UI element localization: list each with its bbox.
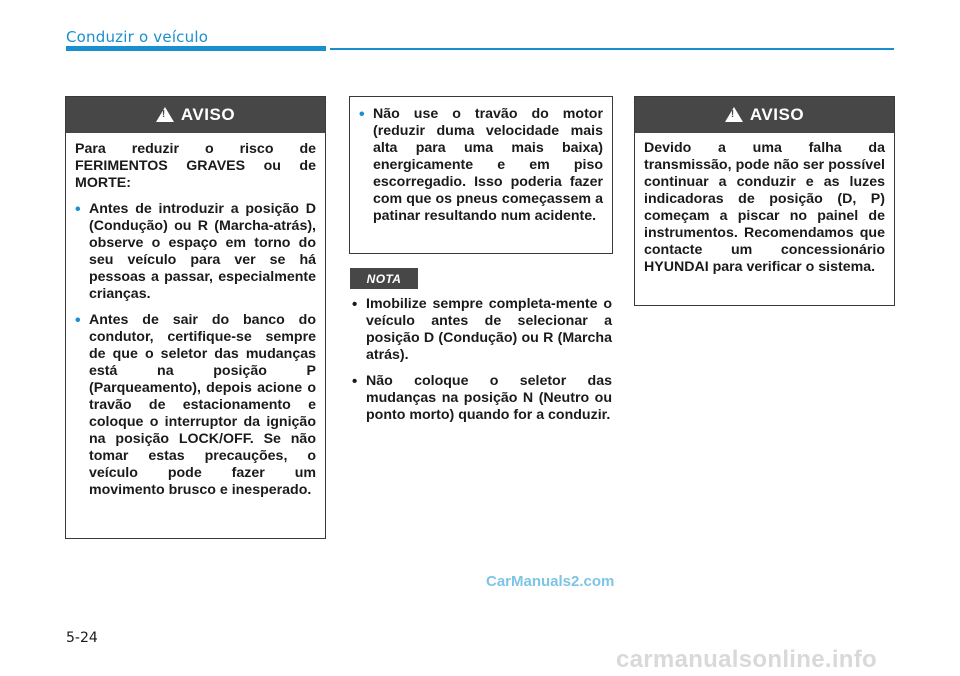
warning-triangle-icon [156, 107, 174, 122]
list-item: • Antes de sair do banco do condutor, certifique-se sempre de que o seletor das mudanças está na posição P (Parqueamento), depois acione o travão de estacionamento e coloque o interruptor da ignição na posição LOCK/OFF. Se não tomar estas precauções, o veículo pode fazer um movimento brusco e inesperado. [75, 312, 316, 499]
section-title: Conduzir o veículo [66, 28, 209, 46]
warning-text-right: Devido a uma falha da transmissão, pode não ser possível continuar a conduzir e as luzes indicadoras de posição (D, P) começam a piscar no painel de instrumentos. Recomendamos que contacte um concessionário HYUNDAI para verificar o sistema. [644, 140, 885, 275]
warning-header-right [635, 97, 894, 133]
header-rule-thick [66, 46, 326, 51]
page-number: 5-24 [66, 630, 98, 646]
warning-box-left [65, 96, 326, 539]
warning-box-middle [349, 96, 613, 254]
header-rule-thin [330, 48, 894, 50]
warning-body-left [66, 133, 325, 518]
warning-box-right [634, 96, 895, 306]
warning-intro-left: Para reduzir o risco de FERIMENTOS GRAVES ou de MORTE: [75, 141, 316, 191]
list-item: • Não coloque o seletor das mudanças na posição N (Neutro ou ponto morto) quando for a conduzir. [352, 373, 612, 424]
note-list [352, 296, 612, 433]
warning-body-right [635, 133, 894, 295]
warning-list-middle [359, 106, 603, 225]
warning-body-middle [350, 97, 612, 244]
warning-header-left [66, 97, 325, 133]
site-stamp: carmanualsonline.info [616, 646, 878, 673]
list-item: • Imobilize sempre completa-mente o veículo antes de selecionar a posição D (Condução) ou R (Marcha atrás). [352, 296, 612, 364]
watermark-link[interactable]: CarManuals2.com [486, 573, 615, 590]
warning-list-left [75, 201, 316, 499]
warning-title-left: AVISO [180, 105, 236, 124]
note-label: NOTA [350, 268, 418, 289]
list-item: • Antes de introduzir a posição D (Condução) ou R (Marcha-atrás), observe o espaço em torno do seu veículo para ver se há pessoas a passar, especialmente crianças. [75, 201, 316, 303]
warning-triangle-icon [725, 107, 743, 122]
list-item: • Não use o travão do motor (reduzir duma velocidade mais alta para uma mais baixa) energicamente e em piso escorregadio. Isso poderia fazer com que os pneus começassem a patinar resultando num acidente. [359, 106, 603, 225]
warning-title-right: AVISO [749, 105, 805, 124]
